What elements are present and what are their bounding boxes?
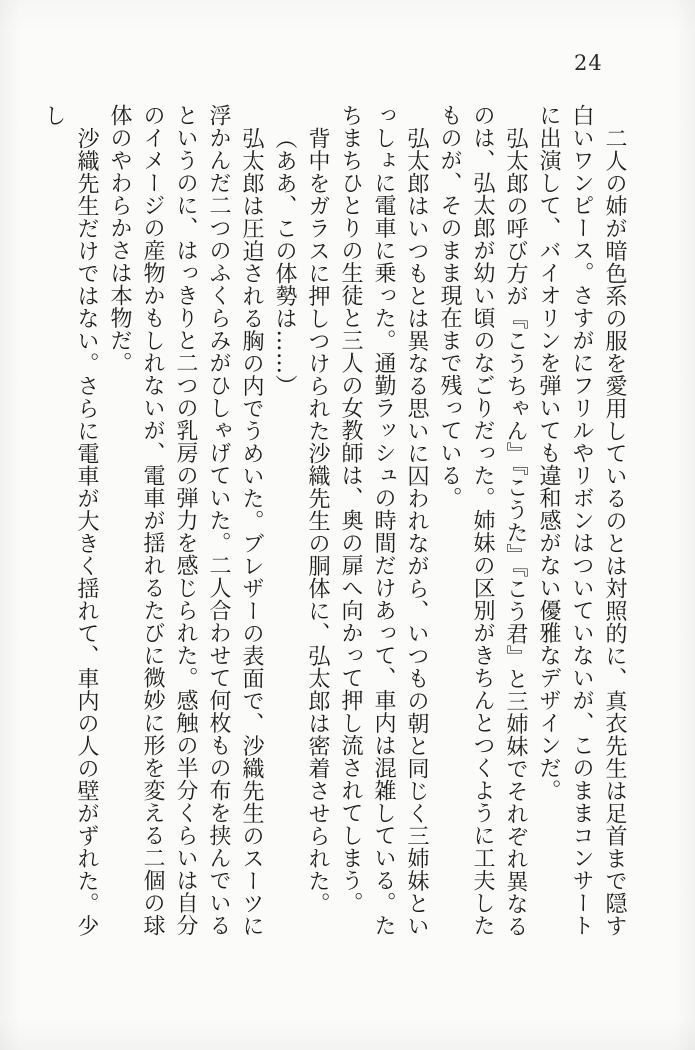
paragraph: 弘太郎はいつもとは異なる思いに囚われながら、いつもの朝と同じく三姉妹といっしょに電車に乗った。通勤ラッシュの時間だけあって、車内は混雑している。たちまちひとりの生徒と三人の女教師は、奥の扉へ向かって押し流されてしまう。 xyxy=(338,104,429,937)
body-text xyxy=(37,104,631,956)
paragraph: 沙織先生だけではない。さらに電車が大きく揺れて、車内の人の壁がずれた。少し xyxy=(41,104,99,937)
page-number: 24 xyxy=(574,51,603,75)
paragraph: 二人の姉が暗色系の服を愛用しているのとは対照的に、真衣先生は足首まで隠す白いワンピース。さすがにフリルやリボンはついていないが、このままコンサートに出演して、バイオリンを弾いても違和感がない優雅なデザインだ。 xyxy=(536,104,627,937)
paragraph: 背中をガラスに押しつけられた沙織先生の胴体に、弘太郎は密着させられた。 xyxy=(305,126,330,914)
paragraph: 弘太郎の呼び方が『こうちゃん』『こうた』『こう君』と三姉妹でそれぞれ異なるのは、弘太郎が幼い頃のなごりだった。姉妹の区別がきちんとつくように工夫したものが、そのまま現在まで残っている。 xyxy=(437,104,528,937)
paragraph: 弘太郎は圧迫される胸の内でうめいた。ブレザーの表面で、沙織先生のスーツに浮かんだ二つのふくらみがひしゃげていた。二人合わせて何枚もの布を挟んでいるというのに、はっきりと二つの乳房の弾力を感じられた。感触の半分くらいは自分のイメージの産物かもしれないが、電車が揺れるたびに微妙に形を変える二個の球体のやわらかさは本物だ。 xyxy=(107,104,264,937)
paragraph: （ああ、この体勢は……） xyxy=(272,126,297,397)
